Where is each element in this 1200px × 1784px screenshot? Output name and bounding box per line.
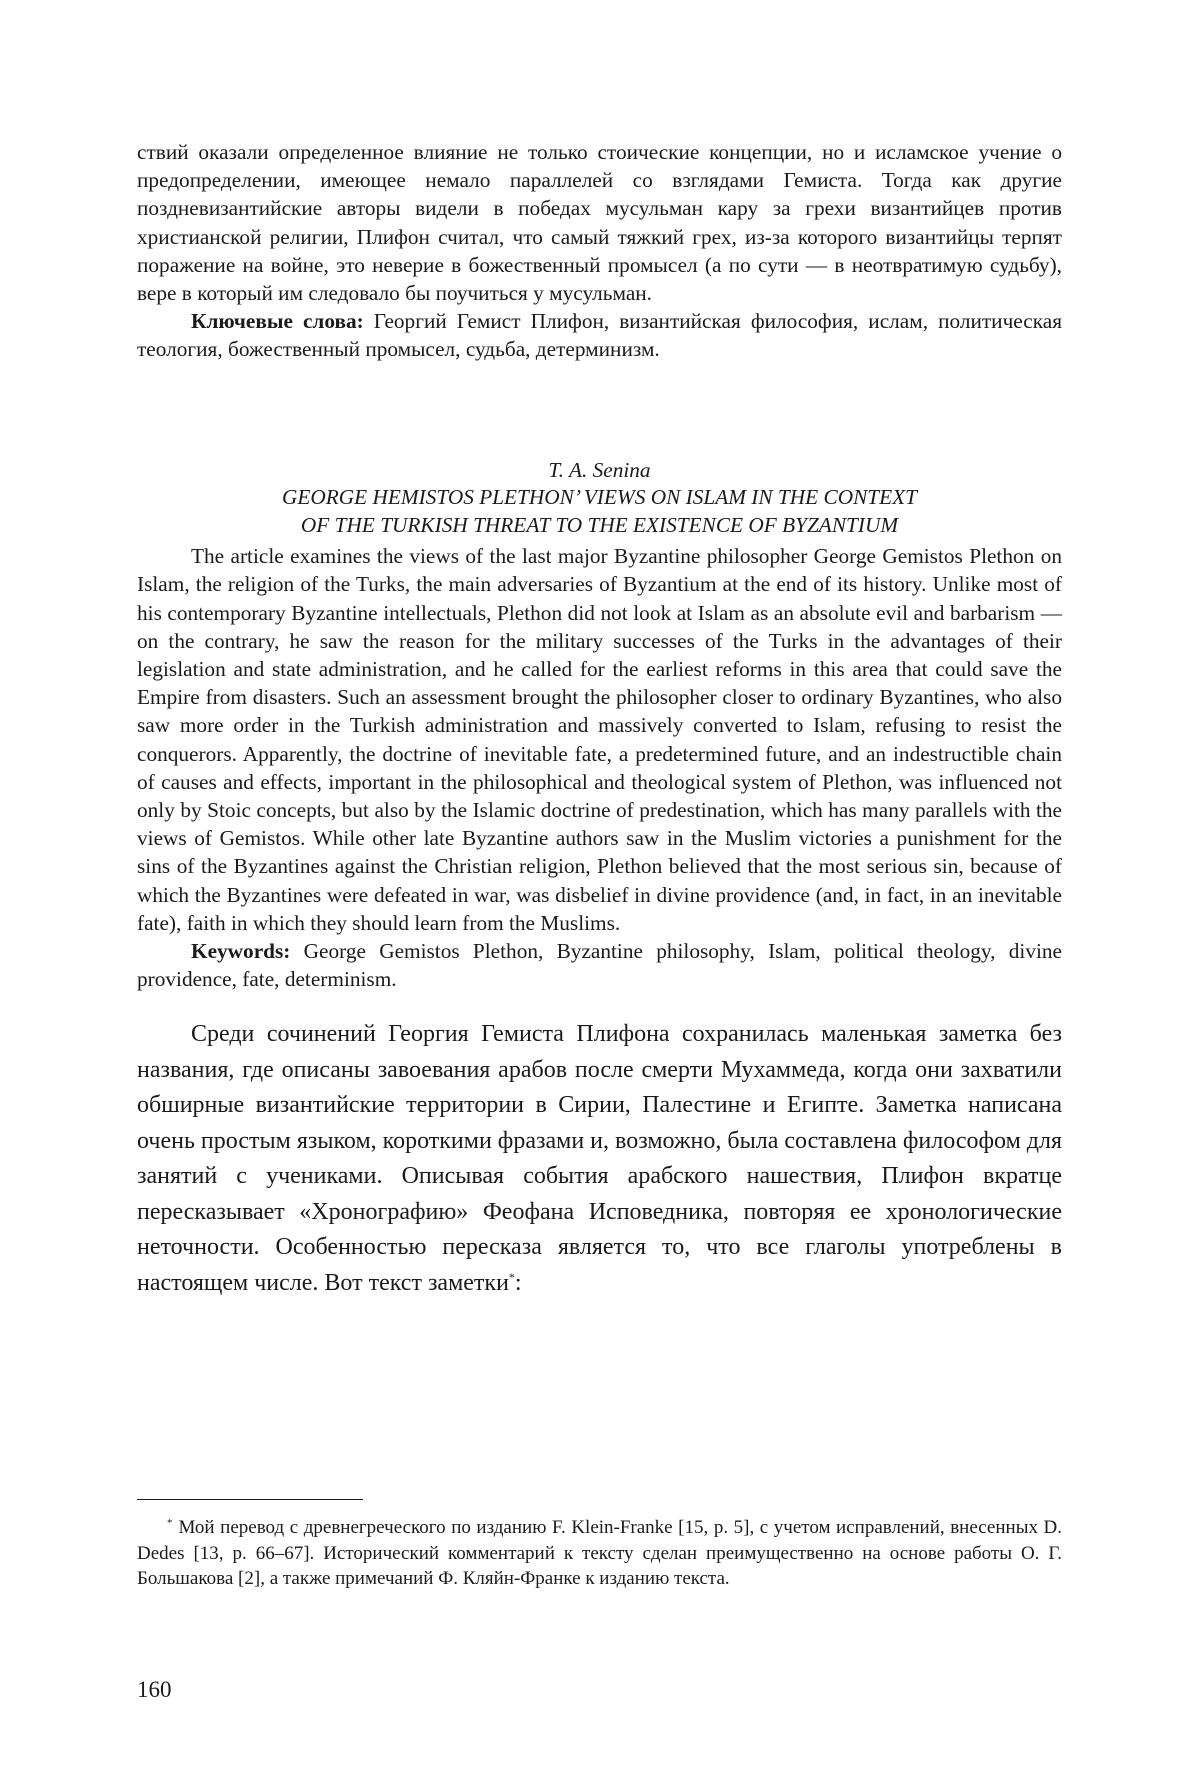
main-paragraph-text: Среди сочинений Георгия Гемиста Плифона сохранилась маленькая заметка без названия, где описаны завоевания арабов после смерти Мухаммеда, когда они захватили обширные византийские территории в Сирии, Палестине и Египте. Заметка написана очень простым языком, короткими фразами и, возможно, была составлена философом для занятий с учениками. Описывая события арабского нашествия, Плифон вкратце пересказывает «Хронографию» Феофана Исповедника, повторяя ее хронологические неточности. Особенностью пересказа является то, что все глаголы употреблены в настоящем числе. Вот текст заметки — [137, 1021, 1062, 1296]
footnote-reference[interactable]: * — [508, 1269, 515, 1284]
english-title-line-1: GEORGE HEMISTOS PLETHON’ VIEWS ON ISLAM IN THE CONTEXT — [282, 485, 917, 510]
footnote-divider — [137, 1499, 363, 1500]
footnote-text: Мой перевод с древнегреческого по изданию F. Klein-Franke [15, p. 5], с учетом исправлений, внесенных D. Dedes [13, p. 66–67]. Исторический комментарий к тексту сделан преимущественно на основе работы О. Г. Большакова [2], а также примечаний Ф. Кляйн-Франке к изданию текста. — [137, 1517, 1062, 1589]
english-abstract-text: The article examines the views of the last major Byzantine philosopher George Gemistos Plethon on Islam, the religion of the Turks, the main adversaries of Byzantium at the end of its history. Unlike most of his contemporary Byzantine intellectuals, Plethon did not look at Islam as an absolute evil and barbarism — on the contrary, he saw the reason for the military successes of the Turks in the advantages of their legislation and state administration, and he called for the earliest reforms in this area that could save the Empire from disasters. Such an assessment brought the philosopher closer to ordinary Byzantines, who also saw more order in the Turkish administration and massively converted to Islam, refusing to resist the conquerors. Apparently, the doctrine of inevitable fate, a predetermined future, and an indestructible chain of causes and effects, important in the philosophical and theological system of Plethon, was influenced not only by Stoic concepts, but also by the Islamic doctrine of predestination, which has many parallels with the views of Gemistos. While other late Byzantine authors saw in the Muslim victories a punishment for the sins of the Byzantines against the Christian religion, Plethon believed that the most serious sin, because of which the Byzantines were defeated in war, was disbelief in divine providence (and, in fact, in an inevitable fate), faith in which they should learn from the Muslims. — [137, 544, 1062, 935]
main-paragraph-ending: : — [514, 1269, 522, 1296]
english-keywords-text: George Gemistos Plethon, Byzantine philosophy, Islam, political theology, divine providence, fate, determinism. — [137, 938, 1062, 992]
footnote-marker: * — [167, 1516, 173, 1529]
english-keywords-label: Keywords: — [191, 938, 291, 963]
russian-abstract-continuation: ствий оказали определенное влияние не только стоические концепции, но и исламское учение о предопределении, имеющее немало параллелей со взглядами Гемиста. Тогда как другие поздневизантийские авторы видели в победах мусульман кару за грехи византийцев против христианской религии, Плифон считал, что самый тяжкий грех, из-за которого византийцы терпят поражение на войне, это неверие в божественный промысел (а по сути — в неотвратимую судьбу), вере в который им следовало бы поучиться у мусульман. — [137, 140, 1062, 306]
english-title-line-2: OF THE TURKISH THREAT TO THE EXISTENCE OF BYZANTIUM — [300, 512, 899, 537]
main-paragraph — [137, 1017, 1062, 1301]
english-keywords — [137, 937, 1062, 993]
russian-keywords-text: Георгий Гемист Плифон, византийская философия, ислам, политическая теология, божественный промысел, судьба, детерминизм. — [137, 309, 1062, 362]
english-author: T. A. Senina — [548, 457, 651, 482]
page-body — [137, 138, 1062, 1301]
russian-keywords-label: Ключевые слова: — [191, 309, 364, 334]
russian-keywords — [137, 307, 1062, 363]
page-number: 160 — [137, 1677, 172, 1702]
footnote — [137, 1515, 1062, 1592]
